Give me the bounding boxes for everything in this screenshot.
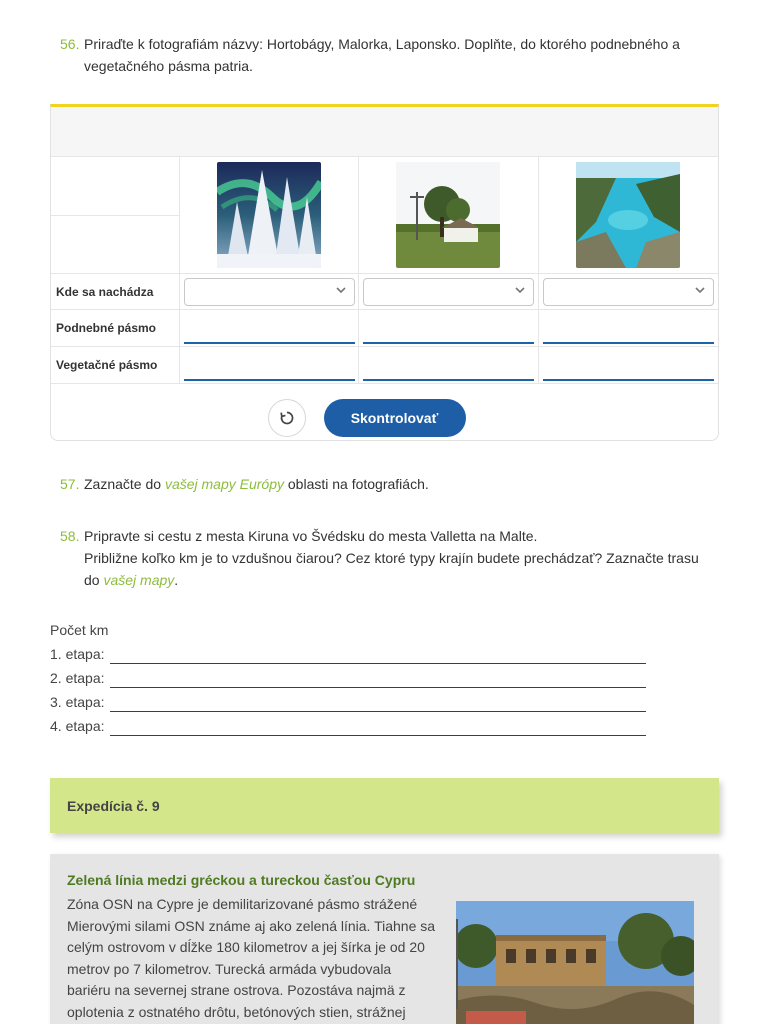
stage-4-input[interactable] (110, 718, 646, 736)
climate-input-1[interactable] (184, 318, 355, 344)
article-box (50, 854, 719, 1024)
location-select-2[interactable] (363, 278, 534, 306)
ruined-building-photo (456, 901, 694, 1024)
question-number: 58. (60, 528, 80, 544)
climate-row (51, 310, 718, 347)
stage-3: 3. etapa: (50, 688, 646, 712)
article-title: Zelená línia medzi gréckou a tureckou časťou Cypru (67, 872, 416, 888)
stage-4: 4. etapa: (50, 712, 646, 736)
reset-button[interactable] (268, 399, 306, 437)
km-title: Počet km (50, 622, 109, 638)
stage-2: 2. etapa: (50, 664, 646, 688)
vegetation-input-2[interactable] (363, 355, 534, 381)
turquoise-bay-photo (576, 162, 680, 268)
climate-input-2[interactable] (363, 318, 534, 344)
expedition-banner (50, 778, 719, 833)
europe-map-link[interactable]: vašej mapy Európy (164, 476, 284, 492)
stage-1-input[interactable] (110, 646, 646, 664)
question-number: 56. (60, 36, 80, 52)
stage-3-input[interactable] (110, 694, 646, 712)
question-text-line1: Priraďte k fotografiám názvy: Hortobágy, Malorka, Laponsko. Doplňte, do ktorého podnebného a (84, 36, 680, 52)
stage-1: 1. etapa: (50, 640, 646, 664)
chevron-down-icon (336, 285, 346, 295)
location-select-3[interactable] (543, 278, 714, 306)
snowy-forest-aurora-photo (217, 162, 321, 268)
reset-icon (279, 410, 295, 426)
question-number: 57. (60, 476, 80, 492)
climate-label: Podnebné pásmo (51, 310, 180, 346)
check-button[interactable]: Skontrolovať (324, 399, 466, 437)
km-form (50, 620, 646, 736)
exercise-box (50, 104, 719, 441)
photo-row (51, 157, 718, 274)
map-link[interactable]: vašej mapy (103, 572, 175, 588)
exercise-header (51, 107, 718, 157)
stage-2-input[interactable] (110, 670, 646, 688)
question-text-line2: vegetačného pásma patria. (84, 58, 253, 74)
expedition-title: Expedícia č. 9 (67, 797, 160, 814)
location-row (51, 274, 718, 310)
vegetation-input-1[interactable] (184, 355, 355, 381)
article-text: Zóna OSN na Cypre je demilitarizované pásmo strážené Mierovými silami OSN známe aj ako zelená línia. Tiahne sa celým ostrovom v dĺžke 180 kilometrov a jej šírka je od 20 metrov po 7 kilometrov. Turecká armáda vybudovala bariéru na severnej strane ostrova. Pozostáva najmä z oplotenia z ostnatého drôtu, betónových stien, strážnej (67, 896, 436, 1020)
location-select-1[interactable] (184, 278, 355, 306)
question-58: 58. Pripravte si cestu z mesta Kiruna vo Švédsku do mesta Valletta na Malte. Približne koľko km je to vzdušnou čiarou? Cez ktoré typy krajín budete prechádzať? Zaznačte trasu do vašej mapy. (60, 525, 720, 591)
question-56 (60, 33, 720, 77)
climate-input-3[interactable] (543, 318, 714, 344)
chevron-down-icon (515, 285, 525, 295)
location-label: Kde sa nachádza (51, 274, 180, 309)
question-57: 57. Zaznačte do vašej mapy Európy oblasti na fotografiách. (60, 473, 720, 495)
exercise-grid (51, 157, 718, 384)
vegetation-row (51, 347, 718, 384)
vegetation-input-3[interactable] (543, 355, 714, 381)
farmhouse-steppe-photo (396, 162, 500, 268)
exercise-controls (51, 395, 718, 441)
chevron-down-icon (695, 285, 705, 295)
vegetation-label: Vegetačné pásmo (51, 347, 180, 383)
